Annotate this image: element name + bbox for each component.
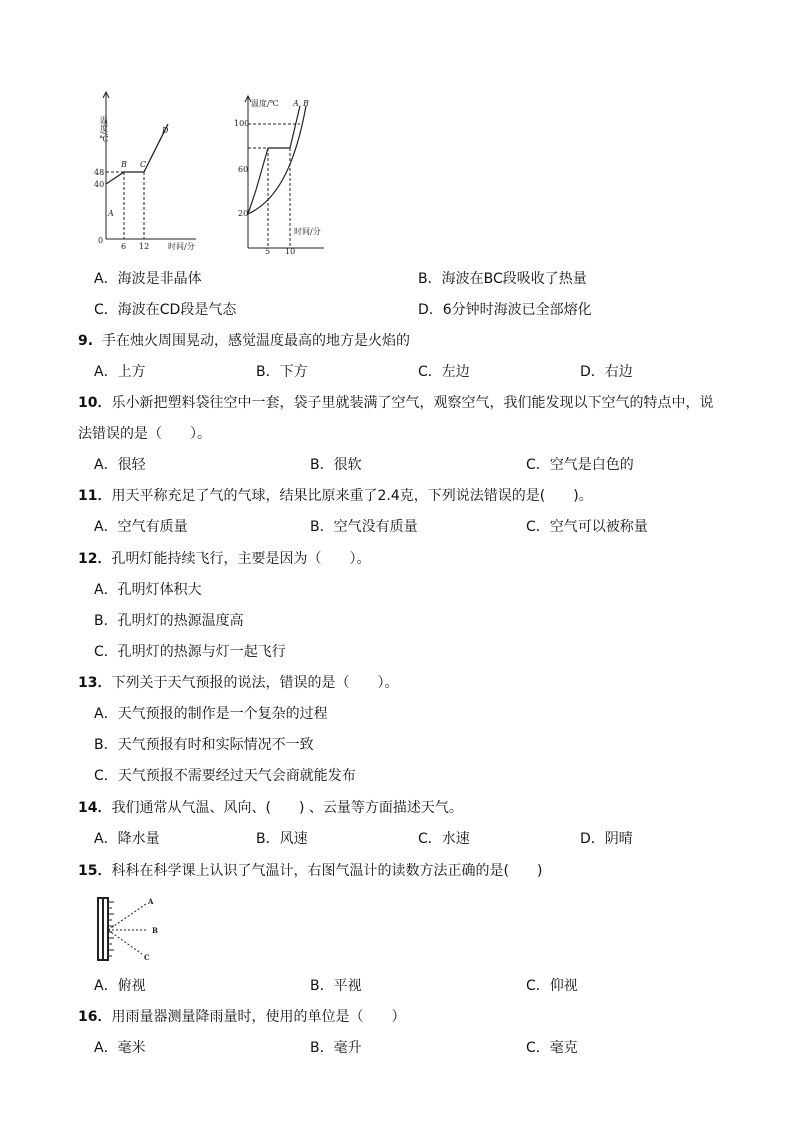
y-axis-label: 温度/℃ — [99, 116, 109, 144]
q11-text: 用天平称充足了气的气球，结果比原来重了2.4克，下列说法错误的是( )。 — [111, 488, 593, 504]
q13-option-b[interactable]: B．天气预报有时和实际情况不一致 — [94, 737, 314, 753]
curve — [106, 124, 168, 184]
q12-option-b[interactable]: B．孔明灯的热源温度高 — [94, 613, 244, 629]
q16-option-a[interactable]: A．毫米 — [94, 1040, 146, 1056]
curve-a-label: A — [293, 99, 299, 108]
q10-option-b[interactable]: B．很软 — [310, 457, 362, 473]
q9-option-b[interactable]: B．下方 — [256, 364, 308, 380]
figure-melting-curve — [92, 88, 202, 258]
q9-option-a[interactable]: A．上方 — [94, 364, 146, 380]
q12-text: 孔明灯能持续飞行，主要是因为（ ）。 — [111, 551, 371, 567]
q15-option-c[interactable]: C．仰视 — [526, 978, 578, 994]
q8-option-c[interactable]: C．海波在CD段是气态 — [94, 302, 237, 318]
q11-option-b[interactable]: B．空气没有质量 — [310, 519, 418, 535]
q12-option-c[interactable]: C．孔明灯的热源与灯一起飞行 — [94, 644, 286, 660]
x-tick-5: 5 — [265, 247, 271, 256]
q14-option-a[interactable]: A．降水量 — [94, 831, 160, 847]
point-b: B — [121, 160, 127, 169]
q15-number: 15． — [78, 863, 112, 879]
q13-option-a[interactable]: A．天气预报的制作是一个复杂的过程 — [94, 706, 328, 722]
q16-stem — [78, 1008, 405, 1026]
q14-stem — [78, 799, 463, 817]
y-tick-40: 40 — [94, 180, 105, 189]
sight-label-a: A — [148, 897, 154, 906]
q15-option-b[interactable]: B．平视 — [310, 978, 362, 994]
q14-text: 我们通常从气温、风向、( ) 、云量等方面描述天气。 — [111, 800, 463, 816]
q13-option-c[interactable]: C．天气预报不需要经过天气会商就能发布 — [94, 768, 356, 784]
q15-option-a[interactable]: A．俯视 — [94, 978, 146, 994]
q11-option-a[interactable]: A．空气有质量 — [94, 519, 188, 535]
x-tick-12: 12 — [139, 242, 150, 251]
q12-option-a[interactable]: A．孔明灯体积大 — [94, 582, 202, 598]
y-tick-20: 20 — [238, 209, 249, 218]
x-axis-label: 时间/分 — [168, 242, 195, 251]
q10-option-a[interactable]: A．很轻 — [94, 457, 146, 473]
q11-stem — [78, 487, 593, 505]
q10-stem-line2: 法错误的是（ ）。 — [78, 426, 211, 442]
figure-heating-curves — [234, 92, 334, 256]
x-tick-0: 0 — [98, 236, 104, 245]
q11-option-c[interactable]: C．空气可以被称量 — [526, 519, 648, 535]
q10-option-c[interactable]: C．空气是白色的 — [526, 457, 634, 473]
sight-label-b: B — [152, 926, 158, 935]
curve-b — [248, 106, 306, 214]
q13-number: 13． — [78, 675, 112, 691]
q12-number: 12． — [78, 551, 112, 567]
q9-text: 手在烛火周围晃动，感觉温度最高的地方是火焰的 — [101, 333, 410, 349]
point-a: A — [108, 209, 114, 218]
q10-text-1: 乐小新把塑料袋往空中一套，袋子里就装满了空气，观察空气，我们能发现以下空气的特点中，说 — [111, 395, 714, 411]
x-tick-10: 10 — [285, 247, 296, 256]
q9-stem — [78, 332, 410, 350]
q16-number: 16． — [78, 1009, 112, 1025]
x-tick-6: 6 — [121, 242, 127, 251]
q9-number: 9. — [78, 333, 94, 349]
q11-number: 11． — [78, 488, 112, 504]
q16-text: 用雨量器测量降雨量时，使用的单位是（ ） — [111, 1009, 406, 1025]
q8-option-d[interactable]: D．6分钟时海波已全部熔化 — [418, 302, 592, 318]
x-axis-label: 时间/分 — [294, 227, 321, 236]
q14-option-b[interactable]: B．风速 — [256, 831, 308, 847]
q10-number: 10． — [78, 395, 112, 411]
q10-stem-line1 — [78, 394, 713, 412]
curve-b-label: B — [303, 99, 309, 108]
point-d: D — [162, 126, 169, 135]
y-tick-48: 48 — [94, 168, 105, 177]
q13-stem — [78, 674, 398, 692]
q12-stem — [78, 550, 370, 568]
q9-option-c[interactable]: C．左边 — [418, 364, 470, 380]
q8-option-b[interactable]: B．海波在BC段吸收了热量 — [418, 271, 587, 287]
q14-option-c[interactable]: C．水速 — [418, 831, 470, 847]
q15-stem — [78, 862, 542, 880]
q14-option-d[interactable]: D．阴晴 — [580, 831, 633, 847]
q13-text: 下列关于天气预报的说法，错误的是（ ）。 — [111, 675, 399, 691]
q8-option-a[interactable]: A．海波是非晶体 — [94, 271, 202, 287]
q14-number: 14． — [78, 800, 112, 816]
y-axis-label: 温度/℃ — [251, 99, 279, 108]
y-tick-100: 100 — [234, 119, 250, 128]
point-c: C — [140, 160, 147, 169]
thermometer-figure — [96, 894, 166, 964]
q15-text: 科科在科学课上认识了气温计，右图气温计的读数方法正确的是( ) — [111, 863, 543, 879]
q16-option-b[interactable]: B．毫升 — [310, 1040, 362, 1056]
q9-option-d[interactable]: D．右边 — [580, 364, 633, 380]
sight-label-c: C — [144, 953, 150, 962]
y-tick-60: 60 — [238, 165, 249, 174]
q16-option-c[interactable]: C．毫克 — [526, 1040, 578, 1056]
